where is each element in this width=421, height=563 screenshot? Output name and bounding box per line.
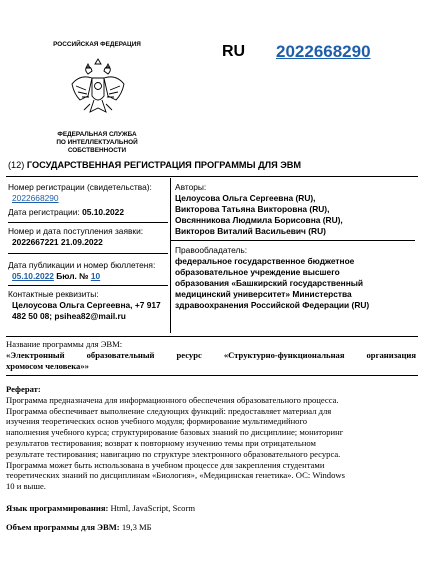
owner-line-3: образования «Башкирский государственный <box>175 278 364 288</box>
reg-number-link[interactable]: 2022668290 <box>12 193 59 203</box>
abstract-line-9: 10 и выше. <box>6 481 46 492</box>
right-column <box>175 182 415 311</box>
authors-label: Авторы: <box>175 182 207 192</box>
divider <box>6 336 418 337</box>
author-3: Овсянникова Людмила Борисовна (RU), <box>175 215 343 225</box>
title-text: ГОСУДАРСТВЕННАЯ РЕГИСТРАЦИЯ ПРОГРАММЫ ДЛЯ ЭВМ <box>26 160 302 170</box>
bulletin-number-link[interactable]: 10 <box>90 271 101 281</box>
abstract-line-8: теоретических знаний по дисциплинам «Биология», «Медицинская генетика». ОС: Windows <box>6 470 345 481</box>
program-name-line-2: хромосом человека»» <box>6 360 89 371</box>
abstract-line-2: Программа обеспечивает выполнение следующих функций: предоставляет материал для <box>6 405 332 416</box>
program-name-line-1: «Электронный образовательный ресурс «Структурно-функциональная организация <box>6 349 416 360</box>
abstract-line-5: результатов тестирования; возврат к повторному изучению темы при отрицательном <box>6 437 316 448</box>
language-label: Язык программирования: <box>6 503 109 513</box>
reg-date-label: Дата регистрации: <box>8 207 80 217</box>
document-number-link[interactable]: 2022668290 <box>276 42 371 61</box>
author-2: Викторова Татьяна Викторовна (RU), <box>175 204 330 214</box>
reg-number-label: Номер регистрации (свидетельства): <box>8 182 152 192</box>
publication-date-link[interactable]: 05.10.2022 <box>12 271 54 281</box>
abstract-line-4: наполнения учебного курса; структурирование базовых знаний по дисциплине; мониторинг <box>6 427 344 438</box>
country-name: РОССИЙСКАЯ ФЕДЕРАЦИЯ <box>53 41 141 48</box>
owner-line-1: федеральное государственное бюджетное <box>175 256 355 266</box>
contacts-value: Целоусова Ольга Сергеевна, +7 917 482 50 08; psihea82@mail.ru <box>12 300 161 321</box>
abstract-line-7: Программа может быть использована в учебном процессе для закрепления студентами <box>6 459 325 470</box>
abstract-line-6: результате тестирования; навигацию по структуре электронного образовательного ресурса. <box>6 448 341 459</box>
left-column <box>8 182 168 322</box>
owner-line-2: образовательное учреждение высшего <box>175 267 340 277</box>
author-1: Целоусова Ольга Сергеевна (RU), <box>175 193 316 203</box>
contacts-label: Контактные реквизиты: <box>8 289 99 299</box>
language-value: Html, JavaScript, Scorm <box>110 503 196 513</box>
title-code: (12) <box>8 160 25 170</box>
program-section <box>6 339 416 371</box>
application-value: 2022667221 21.09.2022 <box>12 237 103 247</box>
program-name-label: Название программы для ЭВМ: <box>6 339 123 349</box>
country-code: RU <box>222 43 246 60</box>
divider <box>6 176 418 177</box>
author-4: Викторов Виталий Васильевич (RU) <box>175 226 326 236</box>
language-row <box>6 503 418 514</box>
owner-line-5: здравоохранения Российской Федерации (RU) <box>175 300 370 310</box>
doc-title <box>8 160 301 170</box>
owner-line-4: медицинский университет» Министерства <box>175 289 352 299</box>
abstract-label: Реферат: <box>6 384 41 394</box>
abstract-line-1: Программа предназначена для информационного обеспечения образовательного процесса. <box>6 394 339 405</box>
abstract-section <box>6 384 418 492</box>
agency-name: ФЕДЕРАЛЬНАЯ СЛУЖБА ПО ИНТЕЛЛЕКТУАЛЬНОЙ СОБСТВЕННОСТИ <box>56 131 138 154</box>
column-separator <box>170 178 171 333</box>
divider <box>6 375 418 376</box>
size-label: Объем программы для ЭВМ: <box>6 522 120 532</box>
size-value: 19,3 МБ <box>121 522 152 532</box>
russian-eagle-icon <box>68 56 128 126</box>
owner-label: Правообладатель: <box>175 245 248 255</box>
reg-date-value: 05.10.2022 <box>82 207 124 217</box>
publication-label: Дата публикации и номер бюллетеня: <box>8 260 156 270</box>
abstract-line-3: изучения теоретических основ учебного модуля; формирование мультимедийного <box>6 416 308 427</box>
bulletin-label: Бюл. № <box>56 271 89 281</box>
size-row <box>6 522 418 533</box>
application-label: Номер и дата поступления заявки: <box>8 226 144 236</box>
